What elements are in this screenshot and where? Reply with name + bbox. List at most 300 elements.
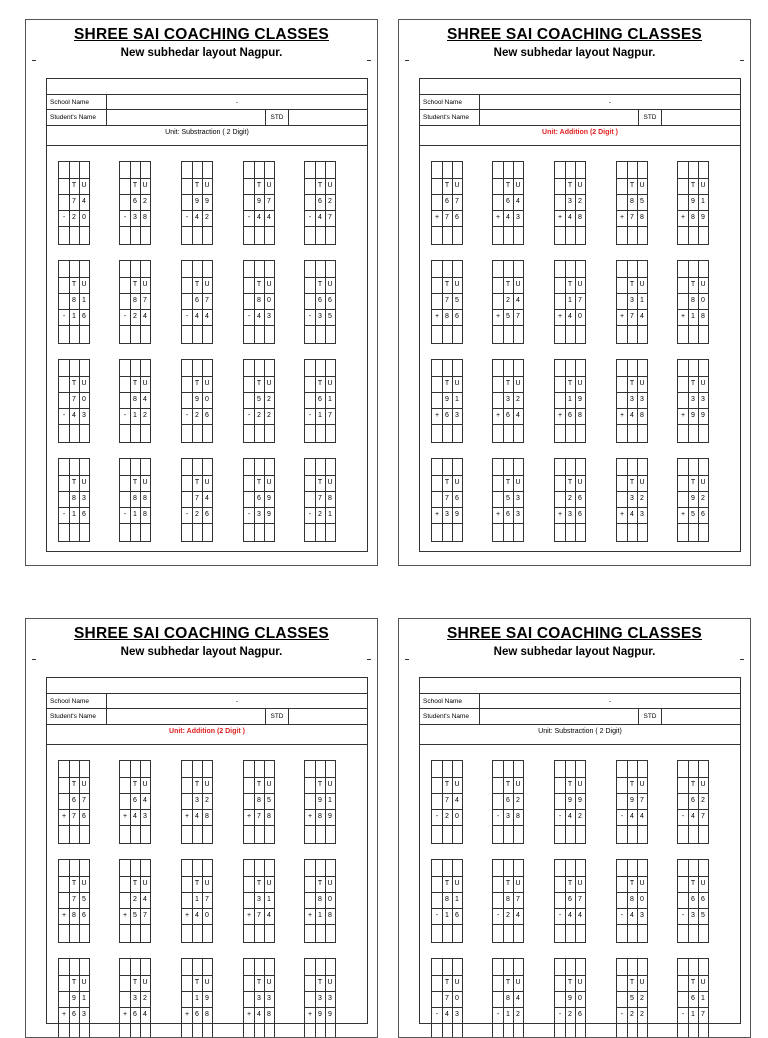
grid-line: [59, 424, 89, 425]
top-tens-digit: 9: [568, 797, 572, 804]
tens-header: T: [690, 182, 696, 189]
top-units-digit: 1: [701, 995, 705, 1002]
operator-sign: +: [184, 813, 190, 820]
bottom-tens-digit: 7: [257, 813, 261, 820]
grid-line: [120, 892, 150, 893]
top-units-digit: 0: [701, 297, 705, 304]
operator-sign: +: [557, 511, 563, 518]
grid-line: [678, 293, 708, 294]
grid-line: [678, 376, 708, 377]
problem-box: [243, 260, 275, 344]
operator-sign: +: [495, 511, 501, 518]
worksheet: [398, 618, 751, 1038]
problem-box: [181, 958, 213, 1038]
unit-label: Unit: Substraction ( 2 Digit): [538, 728, 622, 735]
top-tens-digit: 8: [133, 495, 137, 502]
grid-line: [493, 876, 523, 877]
bottom-tens-digit: 4: [257, 1011, 261, 1018]
bottom-tens-digit: 9: [691, 412, 695, 419]
top-units-digit: 1: [328, 797, 332, 804]
unit-label: Unit: Addition (2 Digit ): [169, 728, 245, 735]
operator-sign: -: [435, 1011, 439, 1018]
bottom-units-digit: 7: [701, 1011, 705, 1018]
top-units-digit: 2: [143, 198, 147, 205]
top-tens-digit: 6: [506, 797, 510, 804]
units-header: U: [577, 880, 583, 887]
operator-sign: -: [496, 813, 500, 820]
bottom-units-digit: 3: [455, 1011, 459, 1018]
top-units-digit: 9: [267, 495, 271, 502]
tens-header: T: [567, 182, 573, 189]
grid-line: [493, 194, 523, 195]
bottom-units-digit: 2: [143, 412, 147, 419]
top-tens-digit: 3: [506, 396, 510, 403]
top-units-digit: 7: [205, 896, 209, 903]
top-units-digit: 6: [328, 297, 332, 304]
grid-line: [182, 277, 212, 278]
top-tens-digit: 9: [318, 797, 322, 804]
units-header: U: [204, 781, 210, 788]
corner-mark: [32, 659, 36, 660]
operator-sign: +: [557, 412, 563, 419]
operator-sign: +: [495, 214, 501, 221]
tens-header: T: [71, 880, 77, 887]
student-name-row: [420, 709, 740, 725]
tens-header: T: [256, 182, 262, 189]
std-value: [289, 709, 367, 724]
units-header: U: [327, 979, 333, 986]
units-header: U: [142, 182, 148, 189]
problem-box: [677, 760, 709, 844]
problem-box: [431, 760, 463, 844]
grid-line: [678, 908, 708, 909]
problem-box: [431, 359, 463, 443]
operator-sign: +: [680, 214, 686, 221]
grid-line: [305, 491, 335, 492]
worksheet-subtitle: New subhedar layout Nagpur.: [493, 646, 656, 658]
grid-line: [678, 876, 708, 877]
tens-header: T: [505, 380, 511, 387]
bottom-units-digit: 3: [143, 813, 147, 820]
grid-line: [182, 424, 212, 425]
top-tens-digit: 3: [195, 797, 199, 804]
bottom-tens-digit: 1: [72, 511, 76, 518]
grid-line: [617, 908, 647, 909]
grid-line: [244, 376, 274, 377]
grid-line: [555, 523, 585, 524]
top-units-digit: 2: [701, 495, 705, 502]
problem-box: [431, 859, 463, 943]
grid-line: [305, 226, 335, 227]
problem-box: [431, 458, 463, 542]
top-tens-digit: 8: [506, 896, 510, 903]
worksheet-title: SHREE SAI COACHING CLASSES: [447, 26, 702, 43]
units-header: U: [700, 182, 706, 189]
grid-line: [678, 309, 708, 310]
student-name-value: [480, 110, 638, 125]
operator-sign: -: [435, 912, 439, 919]
units-header: U: [142, 979, 148, 986]
grid-line: [617, 424, 647, 425]
grid-line: [120, 309, 150, 310]
grid-line: [305, 507, 335, 508]
top-tens-digit: 9: [72, 995, 76, 1002]
bottom-units-digit: 8: [640, 214, 644, 221]
tens-header: T: [505, 979, 511, 986]
grid-line: [182, 991, 212, 992]
top-tens-digit: 8: [506, 995, 510, 1002]
top-tens-digit: 8: [72, 297, 76, 304]
corner-mark: [367, 659, 371, 660]
top-tens-digit: 5: [506, 495, 510, 502]
school-name-label: School Name: [420, 694, 480, 708]
bottom-units-digit: 4: [267, 912, 271, 919]
tens-header: T: [256, 380, 262, 387]
bottom-units-digit: 3: [455, 412, 459, 419]
units-header: U: [204, 979, 210, 986]
grid-line: [678, 178, 708, 179]
grid-line: [59, 309, 89, 310]
top-tens-digit: 8: [691, 297, 695, 304]
worksheet: [25, 618, 378, 1038]
top-tens-digit: 9: [691, 198, 695, 205]
grid-line: [555, 475, 585, 476]
top-units-digit: 9: [205, 995, 209, 1002]
grid-line: [59, 210, 89, 211]
tens-header: T: [71, 781, 77, 788]
bottom-units-digit: 8: [516, 813, 520, 820]
grid-line: [432, 793, 462, 794]
top-units-digit: 1: [640, 297, 644, 304]
grid-line: [617, 876, 647, 877]
grid-line: [617, 226, 647, 227]
grid-line: [432, 325, 462, 326]
student-name-label: Student's Name: [420, 709, 480, 724]
bottom-tens-digit: 1: [445, 912, 449, 919]
grid-line: [59, 226, 89, 227]
top-tens-digit: 3: [568, 198, 572, 205]
grid-line: [555, 277, 585, 278]
operator-sign: +: [307, 912, 313, 919]
units-header: U: [454, 880, 460, 887]
grid-line: [244, 408, 274, 409]
units-header: U: [515, 380, 521, 387]
top-tens-digit: 8: [318, 896, 322, 903]
operator-sign: +: [680, 313, 686, 320]
bottom-units-digit: 3: [516, 214, 520, 221]
grid-line: [678, 325, 708, 326]
grid-line: [120, 991, 150, 992]
bottom-units-digit: 4: [143, 313, 147, 320]
bottom-tens-digit: 4: [318, 214, 322, 221]
bottom-tens-digit: 6: [72, 1011, 76, 1018]
bottom-tens-digit: 4: [257, 313, 261, 320]
bottom-tens-digit: 1: [72, 313, 76, 320]
grid-line: [120, 1007, 150, 1008]
grid-line: [617, 825, 647, 826]
grid-line: [432, 924, 462, 925]
bottom-units-digit: 6: [455, 912, 459, 919]
grid-line: [182, 293, 212, 294]
tens-header: T: [317, 479, 323, 486]
grid-line: [555, 325, 585, 326]
grid-line: [244, 777, 274, 778]
top-units-digit: 8: [328, 495, 332, 502]
operator-sign: +: [122, 813, 128, 820]
bottom-units-digit: 7: [143, 912, 147, 919]
school-name-row: [420, 95, 740, 110]
student-name-value: [107, 709, 265, 724]
problem-box: [181, 859, 213, 943]
grid-line: [182, 892, 212, 893]
units-header: U: [700, 380, 706, 387]
bottom-units-digit: 0: [82, 214, 86, 221]
bottom-tens-digit: 4: [257, 214, 261, 221]
top-units-digit: 9: [578, 396, 582, 403]
info-blank-row: [47, 79, 367, 95]
tens-header: T: [256, 479, 262, 486]
units-header: U: [454, 182, 460, 189]
problem-box: [119, 859, 151, 943]
grid-line: [555, 777, 585, 778]
tens-header: T: [629, 281, 635, 288]
grid-line: [182, 194, 212, 195]
problem-box: [616, 260, 648, 344]
problem-box: [431, 161, 463, 245]
top-tens-digit: 7: [445, 797, 449, 804]
bottom-tens-digit: 1: [691, 1011, 695, 1018]
bottom-tens-digit: 2: [133, 313, 137, 320]
bottom-units-digit: 3: [267, 313, 271, 320]
bottom-tens-digit: 2: [630, 1011, 634, 1018]
operator-sign: +: [495, 412, 501, 419]
problem-box: [58, 958, 90, 1038]
worksheet-subtitle: New subhedar layout Nagpur.: [120, 47, 283, 59]
grid-line: [59, 277, 89, 278]
bottom-units-digit: 6: [82, 511, 86, 518]
grid-line: [617, 277, 647, 278]
grid-line: [555, 825, 585, 826]
grid-line: [244, 194, 274, 195]
problem-box: [554, 760, 586, 844]
tens-header: T: [567, 281, 573, 288]
top-units-digit: 1: [455, 896, 459, 903]
grid-line: [678, 507, 708, 508]
operator-sign: -: [247, 313, 251, 320]
grid-line: [120, 226, 150, 227]
grid-line: [555, 793, 585, 794]
grid-line: [493, 523, 523, 524]
bottom-units-digit: 8: [143, 214, 147, 221]
bottom-units-digit: 4: [640, 813, 644, 820]
grid-line: [555, 309, 585, 310]
top-tens-digit: 3: [257, 896, 261, 903]
units-header: U: [639, 979, 645, 986]
std-label: STD: [265, 110, 289, 125]
bottom-tens-digit: 4: [568, 912, 572, 919]
top-tens-digit: 2: [506, 297, 510, 304]
grid-line: [305, 924, 335, 925]
grid-line: [493, 293, 523, 294]
top-units-digit: 7: [640, 797, 644, 804]
bottom-units-digit: 8: [328, 912, 332, 919]
bottom-tens-digit: 2: [568, 1011, 572, 1018]
grid-line: [432, 408, 462, 409]
problem-box: [58, 859, 90, 943]
units-header: U: [204, 182, 210, 189]
top-tens-digit: 3: [630, 297, 634, 304]
problem-box: [492, 760, 524, 844]
bottom-units-digit: 8: [701, 313, 705, 320]
grid-line: [617, 1007, 647, 1008]
top-units-digit: 0: [82, 396, 86, 403]
units-header: U: [81, 182, 87, 189]
grid-line: [244, 210, 274, 211]
grid-line: [493, 1007, 523, 1008]
bottom-units-digit: 8: [578, 412, 582, 419]
tens-header: T: [444, 979, 450, 986]
units-header: U: [515, 781, 521, 788]
bottom-tens-digit: 2: [506, 912, 510, 919]
std-value: [662, 110, 740, 125]
operator-sign: -: [558, 1011, 562, 1018]
grid-line: [617, 309, 647, 310]
top-tens-digit: 6: [445, 198, 449, 205]
bottom-units-digit: 9: [455, 511, 459, 518]
school-name-row: [420, 694, 740, 709]
grid-line: [555, 226, 585, 227]
bottom-units-digit: 7: [328, 412, 332, 419]
corner-mark: [367, 60, 371, 61]
std-value: [662, 709, 740, 724]
operator-sign: -: [620, 912, 624, 919]
tens-header: T: [505, 182, 511, 189]
operator-sign: -: [620, 813, 624, 820]
student-name-label: Student's Name: [47, 110, 107, 125]
operator-sign: +: [557, 313, 563, 320]
grid-line: [182, 226, 212, 227]
grid-line: [617, 408, 647, 409]
problem-box: [677, 260, 709, 344]
bottom-tens-digit: 9: [318, 1011, 322, 1018]
tens-header: T: [71, 380, 77, 387]
bottom-units-digit: 7: [701, 813, 705, 820]
info-blank-row: [420, 79, 740, 95]
tens-header: T: [505, 781, 511, 788]
grid-line: [182, 491, 212, 492]
grid-line: [305, 325, 335, 326]
operator-sign: -: [620, 1011, 624, 1018]
units-header: U: [515, 479, 521, 486]
grid-line: [617, 975, 647, 976]
top-units-digit: 3: [82, 495, 86, 502]
bottom-units-digit: 6: [455, 313, 459, 320]
corner-mark: [32, 60, 36, 61]
tens-header: T: [690, 880, 696, 887]
top-units-digit: 7: [578, 297, 582, 304]
tens-header: T: [317, 182, 323, 189]
grid-line: [244, 491, 274, 492]
operator-sign: -: [496, 912, 500, 919]
grid-line: [120, 475, 150, 476]
units-header: U: [327, 182, 333, 189]
operator-sign: +: [619, 313, 625, 320]
bottom-units-digit: 7: [328, 214, 332, 221]
bottom-tens-digit: 7: [445, 214, 449, 221]
problem-box: [58, 458, 90, 542]
school-name-row: [47, 694, 367, 709]
grid-line: [493, 392, 523, 393]
grid-line: [432, 825, 462, 826]
top-units-digit: 7: [516, 896, 520, 903]
problem-box: [677, 161, 709, 245]
tens-header: T: [194, 880, 200, 887]
grid-line: [244, 892, 274, 893]
top-tens-digit: 8: [133, 297, 137, 304]
tens-header: T: [256, 781, 262, 788]
bottom-tens-digit: 6: [506, 412, 510, 419]
tens-header: T: [629, 479, 635, 486]
units-header: U: [639, 781, 645, 788]
operator-sign: +: [184, 1011, 190, 1018]
operator-sign: +: [184, 912, 190, 919]
top-tens-digit: 6: [318, 198, 322, 205]
bottom-units-digit: 4: [205, 313, 209, 320]
top-units-digit: 5: [82, 896, 86, 903]
grid-line: [493, 475, 523, 476]
operator-sign: +: [61, 813, 67, 820]
units-header: U: [204, 479, 210, 486]
units-header: U: [454, 781, 460, 788]
grid-line: [555, 507, 585, 508]
top-units-digit: 1: [328, 396, 332, 403]
grid-line: [493, 507, 523, 508]
bottom-units-digit: 4: [516, 412, 520, 419]
problem-box: [304, 260, 336, 344]
grid-line: [493, 178, 523, 179]
grid-line: [59, 293, 89, 294]
grid-line: [244, 293, 274, 294]
operator-sign: -: [123, 511, 127, 518]
bottom-units-digit: 8: [205, 813, 209, 820]
units-header: U: [577, 281, 583, 288]
problem-box: [58, 760, 90, 844]
bottom-units-digit: 9: [701, 214, 705, 221]
units-header: U: [515, 182, 521, 189]
top-tens-digit: 1: [568, 396, 572, 403]
problem-box: [677, 458, 709, 542]
grid-line: [432, 475, 462, 476]
top-units-digit: 1: [82, 995, 86, 1002]
grid-line: [305, 293, 335, 294]
top-units-digit: 7: [455, 198, 459, 205]
top-tens-digit: 6: [506, 198, 510, 205]
grid-line: [244, 825, 274, 826]
operator-sign: +: [434, 412, 440, 419]
bottom-units-digit: 3: [516, 511, 520, 518]
grid-line: [432, 892, 462, 893]
bottom-units-digit: 2: [578, 813, 582, 820]
std-label: STD: [265, 709, 289, 724]
units-header: U: [204, 281, 210, 288]
grid-line: [555, 194, 585, 195]
grid-line: [120, 908, 150, 909]
grid-line: [555, 975, 585, 976]
grid-line: [59, 809, 89, 810]
bottom-tens-digit: 8: [691, 214, 695, 221]
top-units-digit: 4: [143, 797, 147, 804]
tens-header: T: [629, 182, 635, 189]
